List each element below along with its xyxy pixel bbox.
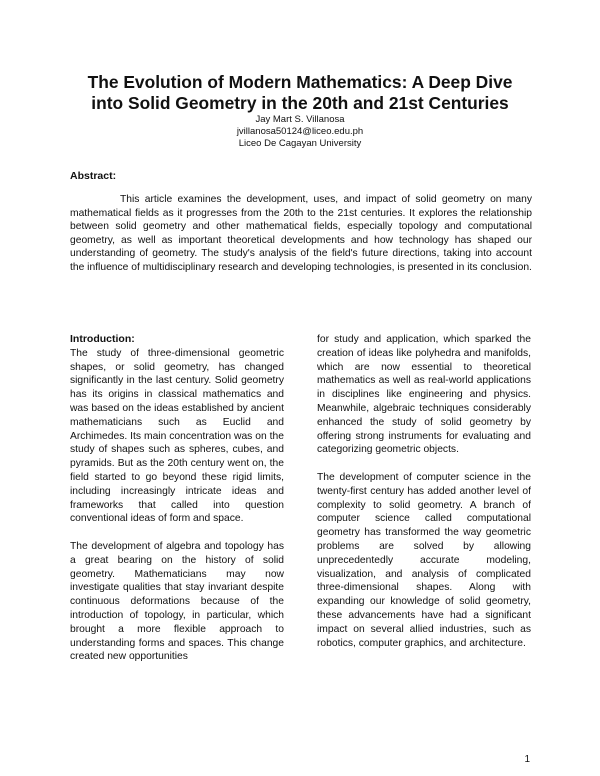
title-line-2: into Solid Geometry in the 20th and 21st Centuries bbox=[91, 93, 509, 113]
intro-paragraph-1: The study of three-dimensional geometric shapes, or solid geometry, has changed significantly in the last century. Solid geometry has its origins in classical mathematics and was based on the ideas established by ancient mathematicians such as Euclid and Archimedes. Its main concentration was on the study of shapes such as spheres, cubes, and pyramids. But as the 20th century went on, the field started to go beyond these rigid limits, including increasingly intricate ideas and frameworks that called into question conventional ideas of form and space. bbox=[70, 347, 284, 525]
title-line-1: The Evolution of Modern Mathematics: A Deep Dive bbox=[87, 72, 513, 92]
author-affiliation: Liceo De Cagayan University bbox=[238, 138, 362, 149]
introduction-heading: Introduction: bbox=[70, 333, 135, 345]
intro-paragraph-2: The development of algebra and topology has a great bearing on the history of solid geometry. Mathematicians may now investigate qualities that stay invariant despite continuous deformations because of the introduction of topology, in particular, which brought a more flexible approach to understanding forms and spaces. This change created new opportunities bbox=[70, 540, 284, 663]
intro-paragraph-4: The development of computer science in the twenty-first century has added another level of complexity to solid geometry. A branch of computer science called computational geometry has transformed the way geometric problems are solved by allowing unprecedentedly accurate modeling, visualization, and analysis of complicated three-dimensional shapes. Along with expanding our knowledge of solid geometry, these advancements have had a significant impact on several allied industries, such as robotics, computer graphics, and architecture. bbox=[317, 471, 531, 649]
abstract-text: This article examines the development, uses, and impact of solid geometry on many mathematical fields as it progresses from the 20th to the 21st centuries. It explores the relationship between solid geometry and other mathematical fields, especially topology and computational geometry, as well as important theoretical developments and how technology has shaped our understanding of geometry. The study's analysis of the field's future directions, taking into account the influence of multidisciplinary research and developing technologies, is presented in its conclusion. bbox=[70, 194, 532, 273]
intro-paragraph-3: for study and application, which sparked the creation of ideas like polyhedra and manifolds, which are now essential to theoretical mathematics as well as real-world applications in disciplines like engineering and physics. Meanwhile, algebraic techniques considerably enhanced the study of solid geometry by offering strong instruments for evaluating and categorizing geometric objects. bbox=[317, 334, 531, 456]
author-block bbox=[150, 114, 450, 150]
author-email: jvillanosa50124@liceo.edu.ph bbox=[236, 126, 364, 137]
paper-title bbox=[60, 72, 540, 114]
left-column bbox=[70, 333, 284, 678]
page-number: 1 bbox=[524, 754, 530, 765]
abstract-heading: Abstract: bbox=[70, 170, 117, 182]
right-column bbox=[317, 333, 531, 664]
author-name: Jay Mart S. Villanosa bbox=[255, 114, 345, 125]
